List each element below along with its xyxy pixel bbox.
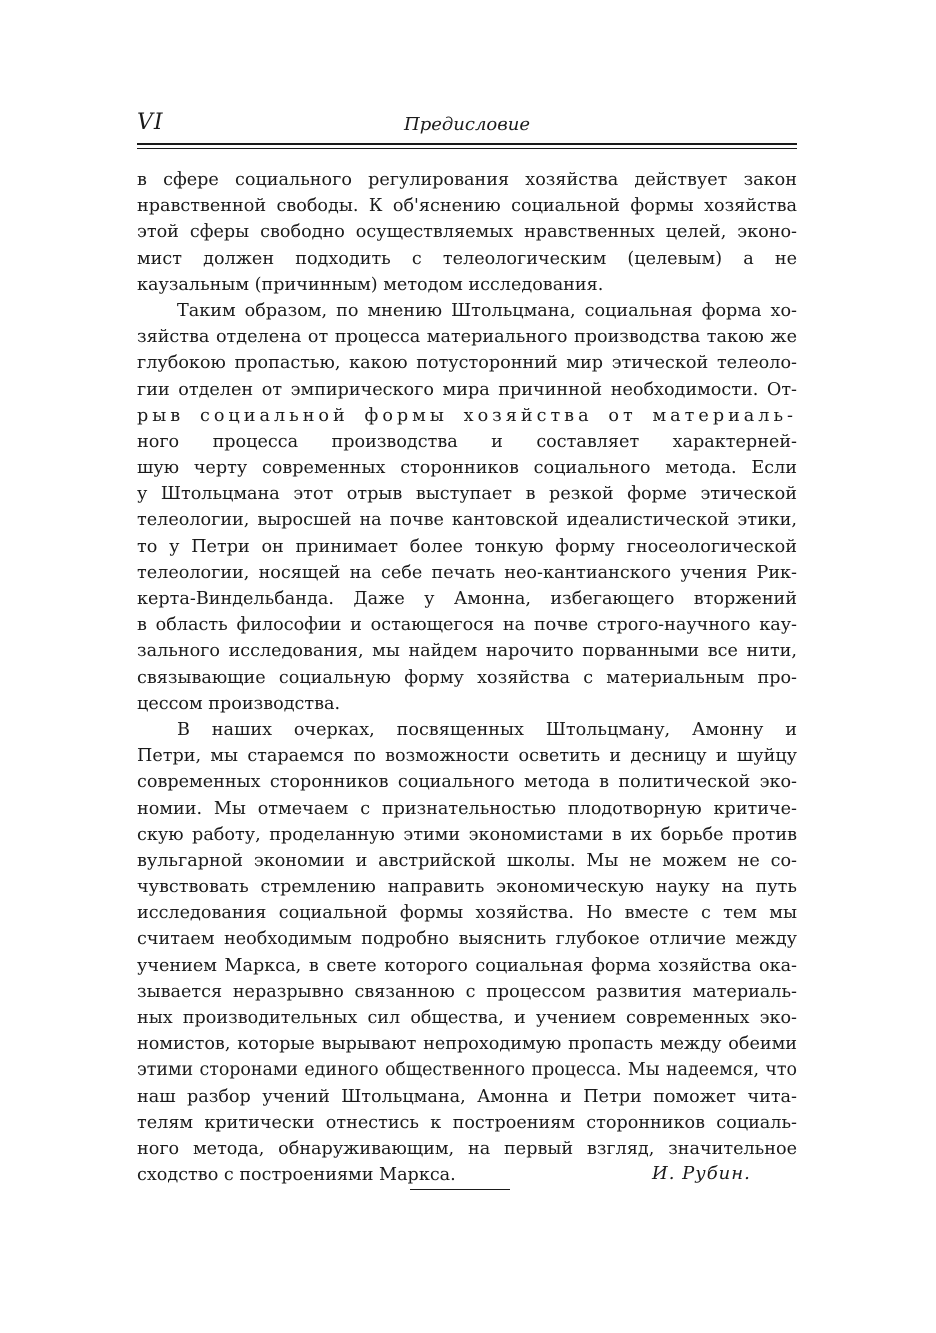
text-line: чувствовать стремлению направить экономическую науку на путь [137,877,797,898]
text-line: Петри, мы стараемся по возможности осветить и десницу и шуйцу [137,746,797,767]
text-line: ного метода, обнаруживающим, на первый взгляд, значительное [137,1138,797,1159]
text-line: телеологии, выросшей на почве кантовской идеалистической этики, [137,510,797,531]
body-text [137,167,797,1188]
text-line: мист должен подходить с телеологическим (целевым) а не [137,248,797,269]
text-line: этой сферы свободно осуществляемых нравственных целей, эконо- [137,222,797,243]
text-line: сходство с построениями Маркса. [137,1165,456,1186]
text-line: считаем необходимым подробно выяснить глубокое отличие между [137,929,797,950]
text-line: телеологии, носящей на себе печать нео-кантианского учения Рик- [137,562,797,583]
text-line: ного процесса производства и составляет характерней- [137,431,797,452]
text-line: телям критически отнестись к построениям сторонников социаль- [137,1112,797,1133]
end-rule [410,1189,510,1190]
author-signature: И. Рубин. [652,1163,751,1184]
text-line: зяйства отделена от процесса материального производства такою же [137,327,797,348]
text-line: зального исследования, мы найдем нарочито порванными все нити, [137,641,797,662]
text-line: нравственной свободы. К об'яснению социальной формы хозяйства [137,196,797,217]
text-line: связывающие социальную форму хозяйства с материальным про- [137,667,797,688]
text-line: номистов, которые вырывают непроходимую пропасть между обеими [137,1034,797,1055]
text-line: каузальным (причинным) методом исследования. [137,274,604,295]
text-line: Таким образом, по мнению Штольцмана, социальная форма хо- [177,300,797,321]
text-line: современных сторонников социального метода в политической эко- [137,772,797,793]
text-line: этими сторонами единого общественного процесса. Мы надеемся, что [137,1060,797,1081]
text-line: гии отделен от эмпирического мира причинной необходимости. От- [137,379,797,400]
page-number: VI [137,110,164,135]
text-line: цессом производства. [137,693,341,714]
text-line: номии. Мы отмечаем с признательностью плодотворную критиче- [137,798,797,819]
text-line: то у Петри он принимает более тонкую форму гносеологической [137,536,797,557]
text-line: зывается неразрывно связанною с процессом развития материаль- [137,981,797,1002]
text-line: скую работу, проделанную этими экономистами в их борьбе против [137,824,797,845]
text-line: ных производительных сил общества, и учением современных эко- [137,1008,797,1028]
text-line: в сфере социального регулирования хозяйства действует закон [137,170,797,190]
text-line: наш разбор учений Штольцмана, Амонна и Петри поможет чита- [137,1086,797,1107]
header-rule [137,143,797,145]
text-line: вульгарной экономии и австрийской школы. Мы не можем не со- [137,850,797,871]
text-line: керта-Виндельбанда. Даже у Амонна, избегающего вторжений [137,589,797,609]
text-line: в область философии и остающегося на почве строго-научного кау- [137,615,797,636]
text-line: В наших очерках, посвященных Штольцману, Амонну и [177,719,797,740]
text-line: шую черту современных сторонников социального метода. Если [137,458,797,479]
text-line: рыв социальной формы хозяйства от материаль- [137,405,797,426]
page-header [137,110,797,146]
text-line: глубокою пропастью, какою потусторонний мир этической телеоло- [137,353,797,374]
text-line: учением Маркса, в свете которого социальная форма хозяйства ока- [137,955,797,976]
text-line: исследования социальной формы хозяйства. Но вместе с тем мы [137,903,797,924]
text-line: у Штольцмана этот отрыв выступает в резкой форме этической [137,484,797,505]
header-rule-thin [137,148,797,149]
running-title: Предисловие [404,114,530,135]
